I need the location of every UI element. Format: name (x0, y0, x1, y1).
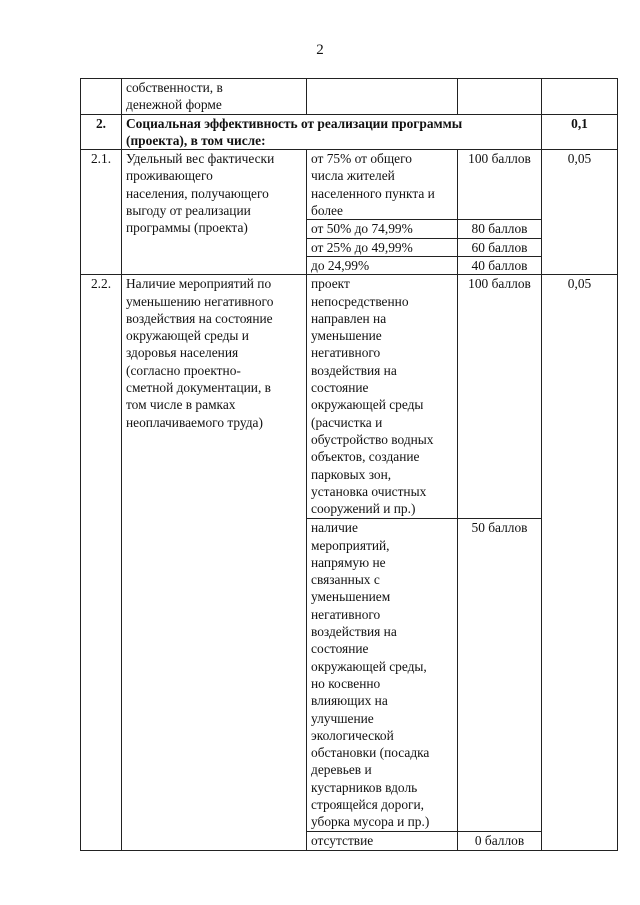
value-cell: проект непосредственно направлен на уменьшение негативного воздействия на состояние окружающей среды (расчистка и обустройство водных объектов, создание парковых зон, установка очистных сооружений и пр.) (307, 275, 458, 519)
points-cell: 60 баллов (458, 238, 542, 256)
criterion-cell: собственности, в денежной форме (122, 79, 307, 115)
points-cell: 50 баллов (458, 519, 542, 832)
value-cell: от 25% до 49,99% (307, 238, 458, 256)
table-row (81, 275, 618, 519)
points-cell: 100 баллов (458, 150, 542, 220)
section-weight: 0,1 (542, 114, 618, 150)
points-cell: 100 баллов (458, 275, 542, 519)
page-number: 2 (316, 42, 324, 58)
section-header-row (81, 114, 618, 150)
value-cell: наличие мероприятий, напрямую не связанных с уменьшением негативного воздействия на состояние окружающей среды, но косвенно влияющих на улучшение экологической обстановки (посадка деревьев и кустарников вдоль строящейся дороги, уборка мусора и пр.) (307, 519, 458, 832)
value-cell: от 75% от общего числа жителей населенного пункта и более (307, 150, 458, 220)
weight-cell: 0,05 (542, 275, 618, 850)
points-cell: 40 баллов (458, 256, 542, 274)
points-cell: 0 баллов (458, 832, 542, 850)
points-cell (458, 79, 542, 115)
item-number: 2.2. (81, 275, 122, 850)
criterion-cell: Наличие мероприятий по уменьшению негативного воздействия на состояние окружающей среды и здоровья населения (согласно проектно- сметной документации, в том числе в рамках неоплачиваемого труда) (122, 275, 307, 850)
number-cell (81, 79, 122, 115)
weight-cell: 0,05 (542, 150, 618, 275)
section-title: Социальная эффективность от реализации программы (проекта), в том числе: (122, 114, 542, 150)
value-cell: от 50% до 74,99% (307, 220, 458, 238)
value-cell (307, 79, 458, 115)
weight-cell (542, 79, 618, 115)
value-cell: до 24,99% (307, 256, 458, 274)
value-cell: отсутствие (307, 832, 458, 850)
criteria-table (80, 78, 618, 851)
points-cell: 80 баллов (458, 220, 542, 238)
criterion-cell: Удельный вес фактически проживающего населения, получающего выгоду от реализации программы (проекта) (122, 150, 307, 275)
section-number: 2. (81, 114, 122, 150)
item-number: 2.1. (81, 150, 122, 275)
table-row (81, 150, 618, 220)
table-row (81, 79, 618, 115)
